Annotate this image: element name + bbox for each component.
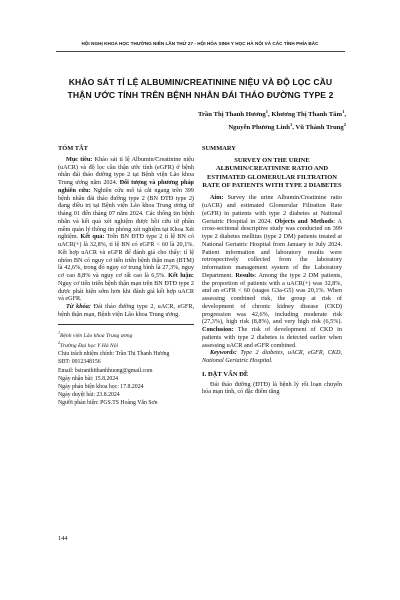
english-keywords	[202, 349, 342, 365]
affiliation-2	[58, 339, 194, 350]
results-text: Trên BN ĐTĐ type 2 tỉ lệ BN có uACR(+) là 32,8%, tỉ lệ BN có eGFR < 60 là 20,1%. Kết hợp uACR và eGFR để đánh giá cho thấy: tỉ lệ nhóm BN có nguy cơ tiến triển bệnh thận mạn (BTM) là 42,6%, trong đó nguy cơ trung bình là 27,3%, nguy cơ cao 8,8% và nguy cơ rất cao là 6,5%.	[58, 233, 195, 279]
english-summary-column	[202, 145, 342, 396]
affiliation-mark: 2	[58, 340, 60, 346]
conclusion-label: Kết luận:	[165, 272, 194, 279]
conclusion-label: Conclusion:	[202, 326, 234, 334]
email: Email: bstranthithanhhuong@gmail.com	[58, 367, 153, 374]
methods-text: Nghiên cứu mô tả cắt ngang trên 399 bệnh nhân đái tháo đường type 2 (BN ĐTĐ type 2) đang điều trị tại Bệnh viện Lão khoa Trung ương từ tháng 01 đến tháng 07 năm 2024. Các thông tin bệnh nhân và kết quả xét nghiệm được hồi cứu từ phần mềm quản lý thông tin phòng xét nghiệm tại Khoa Xét nghiệm.	[58, 186, 194, 241]
keywords-label: Keywords:	[210, 349, 237, 357]
date-reviewed: Ngày phản biện khoa học: 17.8.2024	[58, 384, 144, 391]
aim-text: Survey the urine Albumin/Creatinine ratio (uACR) and estimated Glomerular Filtration Rate (eGFR) in patients with type 2 diabetes at National Geriatric Hospital in 2024.	[202, 194, 342, 225]
author-separator: ,	[344, 111, 346, 119]
section-heading: I. ĐẶT VẤN ĐỀ	[202, 370, 249, 378]
affiliation-mark: 1	[289, 122, 293, 128]
conference-header: HỘI NGHỊ KHOA HỌC THƯỜNG NIÊN LẦN THỨ 27 - HỘI HÓA SINH Y HỌC HÀ NỘI VÀ CÁC TỈNH PHÍA BẮC	[81, 41, 319, 46]
abstract-heading: TÓM TẮT	[58, 145, 88, 152]
keywords-label: Từ khóa:	[66, 303, 91, 310]
keywords-text: Đái tháo đường type 2, uACR, eGFR, bệnh thận mạn, Bệnh viện Lão khoa Trung ương.	[58, 303, 194, 318]
author-name: , Vũ Thành Trung	[292, 124, 344, 132]
methods-label: Đối tượng và phương pháp nghiên cứu:	[58, 179, 194, 194]
author-line-1	[150, 107, 346, 120]
phone: SĐT: 0912348156	[58, 359, 101, 366]
aim-label: Aim:	[210, 194, 224, 202]
conclusion-text: Nguy cơ tiến triển bệnh thận mạn trên BN ĐTĐ type 2 được phát hiện sớm hơn khi đánh giá kết hợp uACR và eGFR.	[58, 279, 194, 303]
affiliation-mark: 1	[58, 329, 60, 335]
abstract-body	[58, 156, 194, 303]
article-title: KHẢO SÁT TỈ LỆ ALBUMIN/CREATININE NIỆU VÀ ĐỘ LỌC CẦU THẬN ƯỚC TÍNH TRÊN BỆNH NHÂN ĐÁI THÁO ĐƯỜNG TYPE 2	[67, 77, 334, 100]
author-line-2	[150, 120, 346, 133]
objective-label: Mục tiêu:	[66, 155, 93, 163]
summary-heading: SUMMARY	[202, 145, 236, 152]
author-name: Trần Thị Thanh Hương	[198, 111, 266, 119]
summary-body	[202, 194, 342, 349]
affiliation-mark: 1	[265, 109, 268, 114]
page-number: 144	[58, 535, 68, 542]
corresponding-author: Chịu trách nhiệm chính: Trần Thị Thanh Hương	[58, 351, 170, 358]
affiliation-mark: 1	[342, 109, 345, 114]
footnote-divider	[58, 324, 194, 325]
author-name: Nguyễn Phương Linh	[228, 124, 290, 132]
results-text: : Among the type 2 DM patients, the proportion of patients with a uACR(+) was 32,8%, and an eGFR < 60 (stages G3a-G5) was 20,1%. When assessing combined risk, the group at risk of development of chronic kidney disease (CKD) progression was 42,6%, including moderate risk (27,3%), high risk (8,8%), and very high risk (6,5%).	[202, 271, 342, 326]
keywords-text: Type 2 diabetes, uACR, eGFR, CKD, National Geriatric Hospital.	[202, 349, 342, 365]
results-label: Results	[232, 271, 255, 279]
affiliation-mark: 2	[343, 122, 346, 128]
results-label: Kết quả:	[78, 233, 105, 241]
conclusion-text: The risk of development of CKD in patients with type 2 diabetes is detected earlier when assessing uACR and eGFR combined.	[202, 326, 342, 349]
author-name: , Khương Thị Thanh Tâm	[268, 111, 343, 119]
affiliation-text: Bệnh viện Lão khoa Trung ương	[60, 332, 133, 339]
affiliation-1	[58, 329, 194, 340]
header-divider	[56, 51, 345, 52]
author-list	[150, 107, 346, 133]
affiliation-text: Trường Đại học Y Hà Nội	[60, 343, 119, 350]
intro-paragraph: Đái tháo đường (ĐTĐ) là bệnh lý rối loạn chuyển hóa mạn tính, có đặc điểm tăng	[202, 380, 342, 396]
keywords	[58, 303, 194, 319]
objective-text: Khảo sát tỉ lệ Albumin/Creatinine niệu (uACR) và độ lọc cầu thận ước tính (eGFR) ở bệnh nhân đái tháo đường type 2 tại Bệnh viện Lão khoa Trung ương năm 2024.	[58, 155, 194, 186]
english-title: SURVEY ON THE URINE ALBUMIN/CREATININE RATIO AND ESTIMATED GLOMERULAR FILTRATION RATE OF PATIENTS WITH TYPE 2 DIABETES	[202, 156, 342, 189]
date-received: Ngày nhận bài: 15.8.2024	[58, 375, 119, 382]
vietnamese-abstract-column	[58, 145, 194, 408]
methods-text: : A cross-sectional descriptive study was conducted on 399 type 2 diabetes mellitus (type 2 DM) patients treated at National Geriatric Hospital from January to July 2024. Patient information and laboratory results were retrospectively collected from the laboratory information management system of the Laboratory Department.	[202, 217, 342, 279]
date-accepted: Ngày duyệt bài: 23.8.2024	[58, 392, 120, 399]
reviewer: Người phản biện: PGS.TS Hoàng Văn Sơn	[58, 400, 158, 407]
methods-label: Objects and Methods	[271, 217, 334, 225]
